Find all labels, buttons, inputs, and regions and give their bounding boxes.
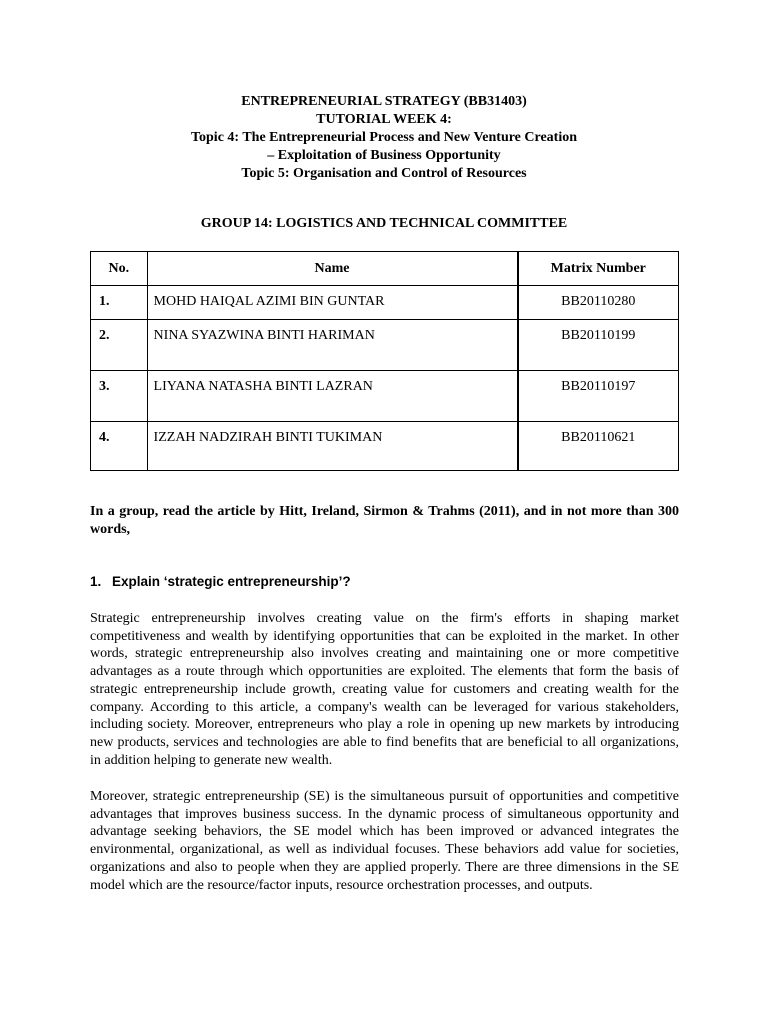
tutorial-week: TUTORIAL WEEK 4: [316,112,452,127]
matrix-number: BB20110621 [518,422,679,471]
answer-paragraph-1: Strategic entrepreneurship involves creating value on the firm's efforts in shaping market competitiveness and wealth by identifying opportunities that can be exploited in the market. In other words, strategic entrepreneurship also involves creating and maintaining one or more competitive advantages as a route through which opportunities are exploited. The elements that form the basis of strategic entrepreneurship include growth, creating value for customers and creating wealth for the company. According to this article, a company's wealth can be leveraged for various stakeholders, including society. Moreover, entrepreneurs who play a role in opening up new markets by introducing new products, services and technologies are able to find benefits that are beneficial to all organizations, in addition helping to generate new wealth. [90,611,679,768]
answer-paragraph-2: Moreover, strategic entrepreneurship (SE) is the simultaneous pursuit of opportunities and competitive advantages that improves business success. In the dynamic process of simultaneous opportunity and advantage seeking behaviors, the SE model which has been improved or advanced integrates the environmental, organizational, as well as individual focuses. These behaviors add value for societies, organizations and also to people when they are applied properly. There are three dimensions in the SE model which are the resource/factor inputs, resource orchestration processes, and outputs. [90,789,679,893]
document-header [0,93,768,183]
member-name: NINA SYAZWINA BINTI HARIMAN [147,320,517,371]
row-number: 2. [91,320,148,371]
assignment-instruction: In a group, read the article by Hitt, Ireland, Sirmon & Trahms (2011), and in not more than 300 words, [90,504,679,537]
topic-4-title: Topic 4: The Entrepreneurial Process and New Venture Creation [190,130,578,145]
question-text: Explain ‘strategic entrepreneurship’? [112,574,351,589]
table-row [91,422,679,471]
header-no: No. [91,252,148,286]
table-row [91,286,679,320]
table-header-row [91,252,679,286]
members-table [90,251,679,471]
topic-4-subtitle: – Exploitation of Business Opportunity [267,148,501,163]
row-number: 1. [91,286,148,320]
topic-5-title: Topic 5: Organisation and Control of Resources [241,166,527,181]
row-number: 3. [91,371,148,422]
question-number: 1. [90,574,102,589]
matrix-number: BB20110197 [518,371,679,422]
group-title: GROUP 14: LOGISTICS AND TECHNICAL COMMITTEE [200,216,568,231]
matrix-number: BB20110199 [518,320,679,371]
row-number: 4. [91,422,148,471]
table-row [91,371,679,422]
member-name: IZZAH NADZIRAH BINTI TUKIMAN [147,422,517,471]
table-row [91,320,679,371]
question-1 [90,573,351,591]
matrix-number: BB20110280 [518,286,679,320]
header-matrix-number: Matrix Number [518,252,679,286]
member-name: LIYANA NATASHA BINTI LAZRAN [147,371,517,422]
member-name: MOHD HAIQAL AZIMI BIN GUNTAR [147,286,517,320]
course-title: ENTREPRENEURIAL STRATEGY (BB31403) [241,94,527,109]
header-name: Name [147,252,517,286]
